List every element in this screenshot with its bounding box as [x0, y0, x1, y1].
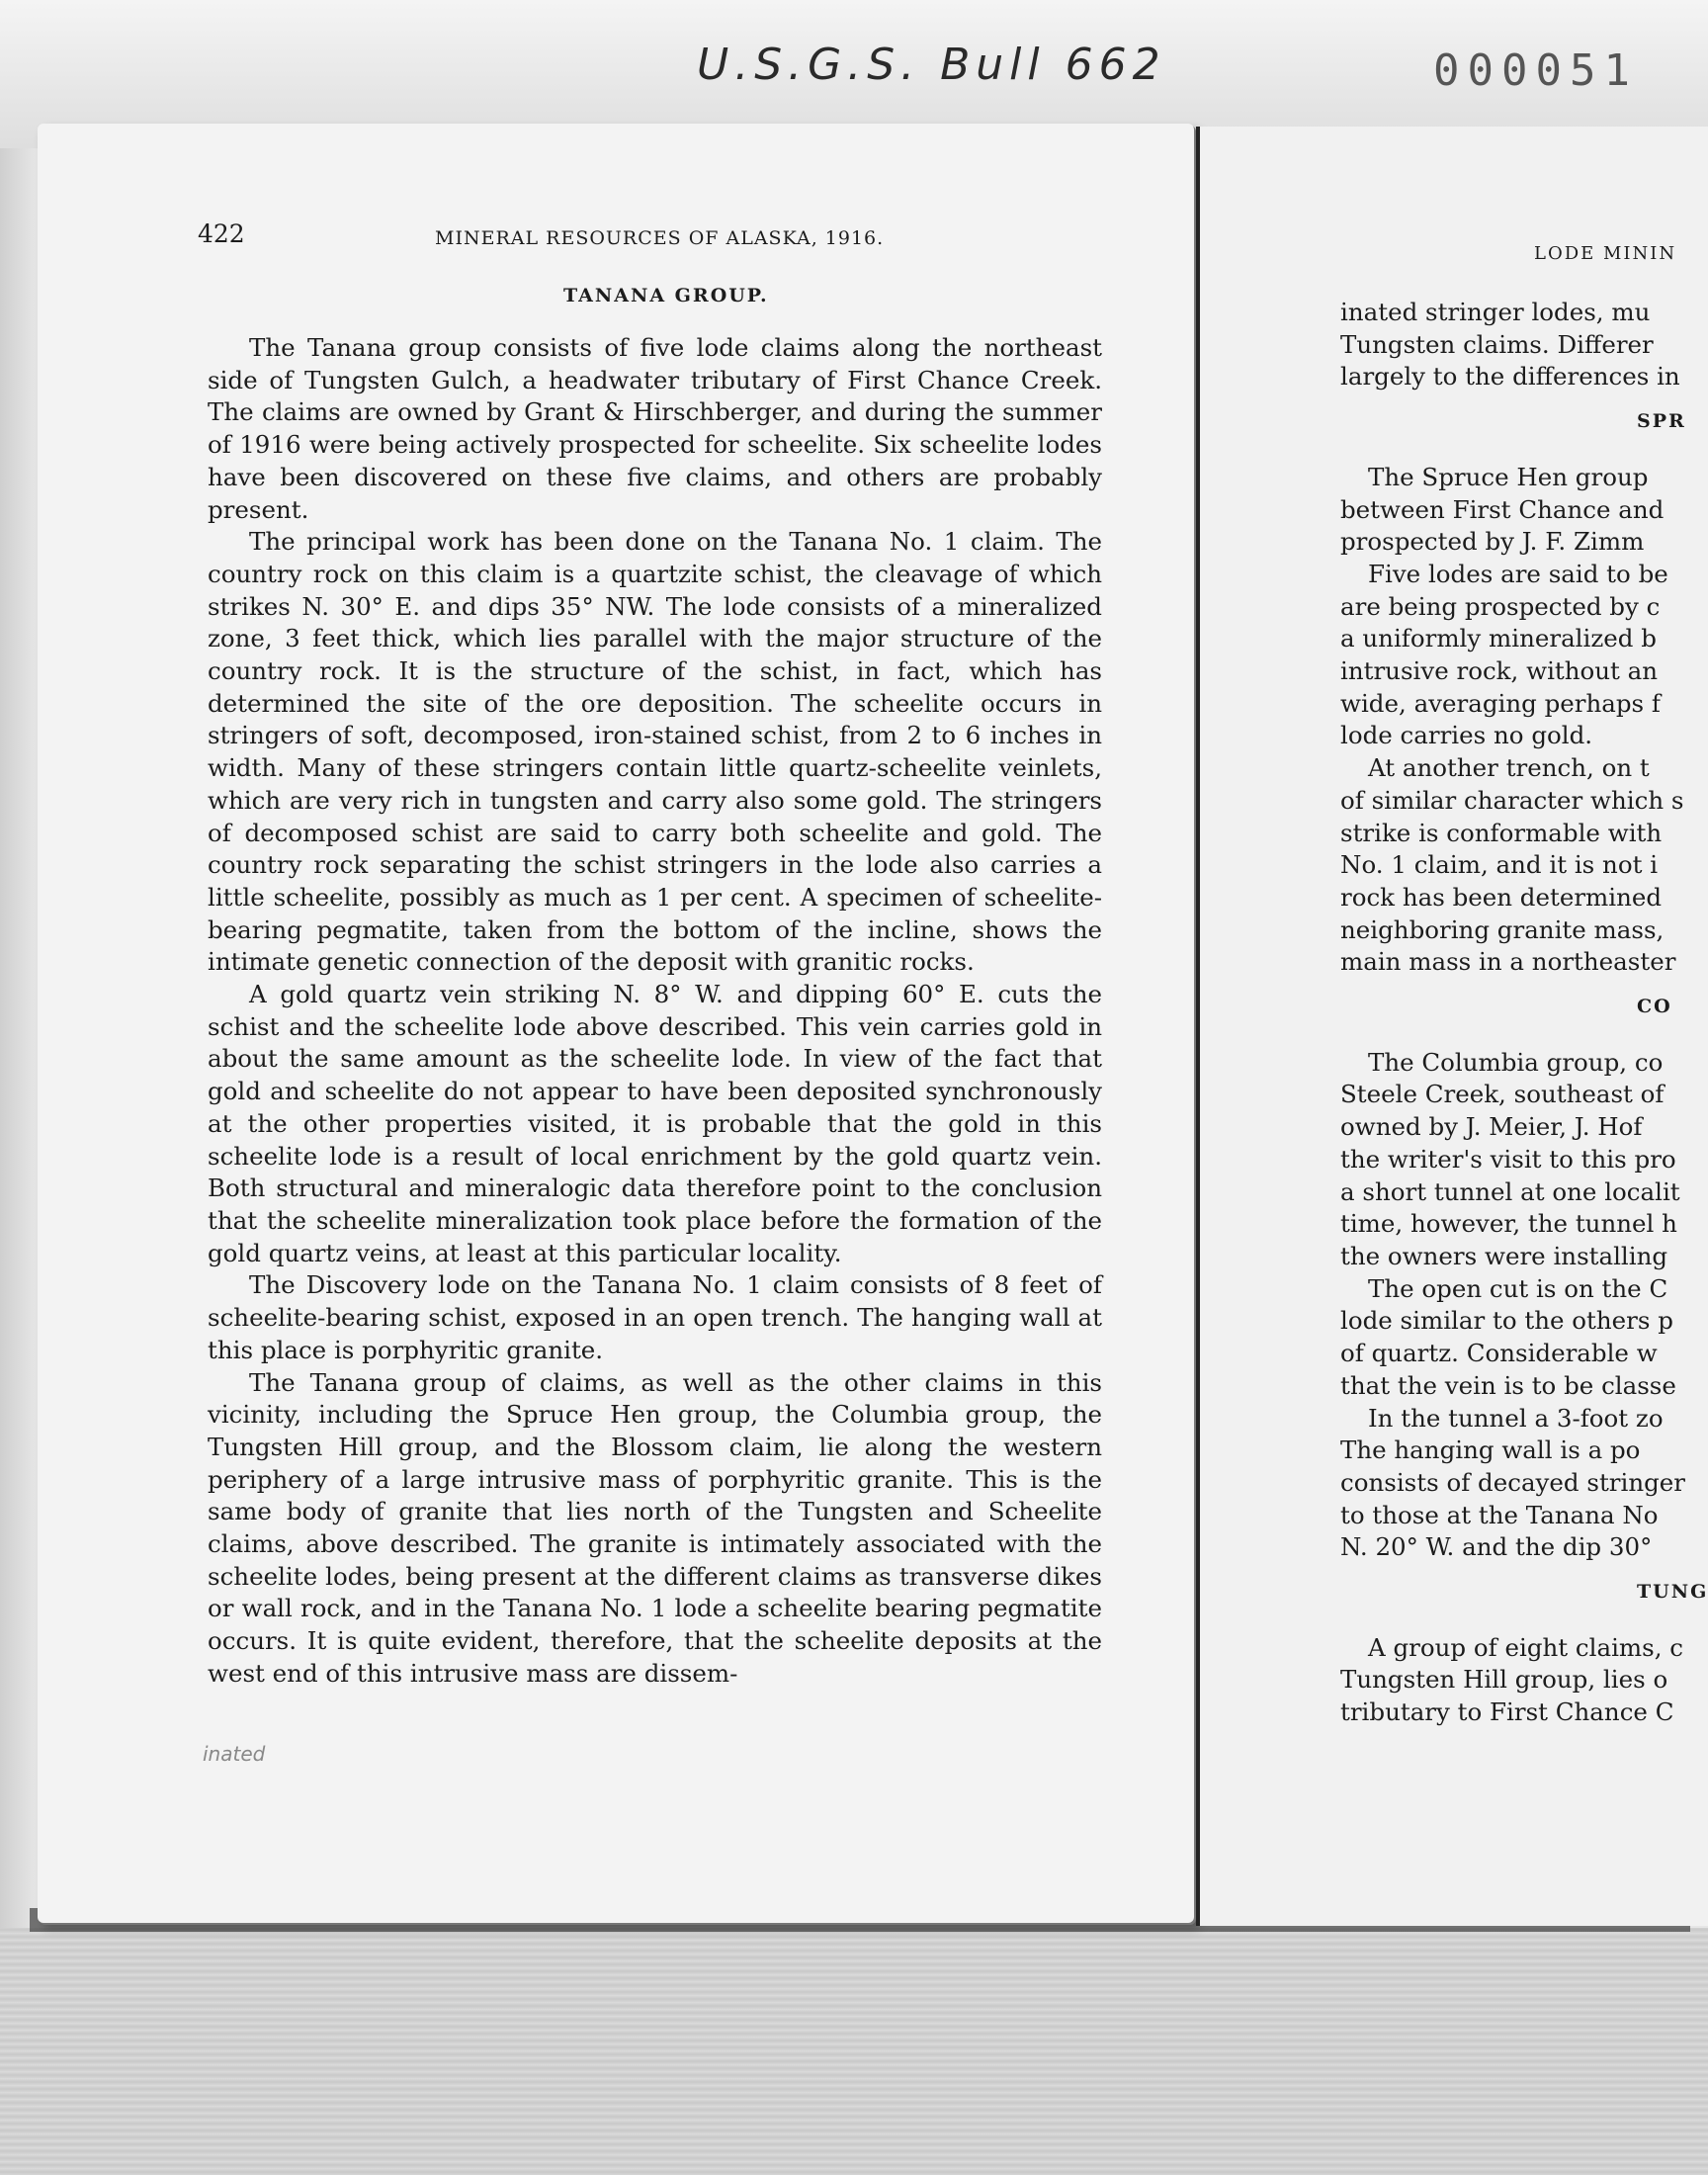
right-text-line: of similar character which s [1340, 785, 1684, 815]
right-section-heading: TUNG [1637, 1581, 1708, 1604]
right-text-line: No. 1 claim, and it is not i [1340, 850, 1659, 880]
right-text-line: rock has been determined [1340, 882, 1663, 912]
right-text-line: are being prospected by c [1340, 591, 1661, 621]
right-text-line: the owners were installing [1340, 1241, 1668, 1270]
scan-background-bottom [0, 1928, 1708, 2175]
right-text-line: a short tunnel at one localit [1340, 1176, 1680, 1206]
right-text-line: that the vein is to be classe [1340, 1370, 1676, 1400]
right-running-head: LODE MININ [1534, 243, 1677, 264]
right-text-line: The hanging wall is a po [1340, 1436, 1641, 1465]
right-text-line: between First Chance and [1340, 494, 1665, 524]
paragraph: The Tanana group of claims, as well as the other claims in this vicinity, including the Spruce Hen group, the Columbia group, the Tungsten Hill group, and the Blossom claim, lie along the western periphery of a large intrusive mass of porphyritic granite. This is the same body of granite that lies north of the Tungsten and Scheelite claims, above described. The granite is intimately associated with the scheelite lodes, being present at the different claims as transverse dikes or wall rock, and in the Tanana No. 1 lode a scheelite bearing pegmatite occurs. It is quite evident, therefore, that the scheelite deposits at the west end of this intrusive mass are dissem- [208, 1367, 1102, 1688]
paragraph: The principal work has been done on the Tanana No. 1 claim. The country rock on this claim is a quartzite schist, the cleavage of which strikes N. 30° E. and dips 35° NW. The lode consists of a mineralized zone, 3 feet thick, which lies parallel with the major structure of the country rock. It is the structure of the schist, in fact, which has determined the site of the ore deposition. The scheelite occurs in stringers of soft, decomposed, iron-stained schist, from 2 to 6 inches in width. Many of these stringers contain little quartz-scheelite veinlets, which are very rich in tungsten and carry also some gold. The stringers of decomposed schist are said to carry both scheelite and gold. The country rock separating the schist stringers in the lode also carries a little scheelite, possibly as much as 1 per cent. A specimen of scheelite-bearing pegmatite, taken from the bottom of the incline, shows the intimate genetic connection of the deposit with granitic rocks. [208, 527, 1102, 977]
right-text-line: to those at the Tanana No [1340, 1500, 1659, 1529]
right-text-line: a uniformly mineralized b [1340, 624, 1657, 653]
handwritten-annotation: U.S.G.S. Bull 662 [697, 40, 1166, 90]
right-text-line: neighboring granite mass, [1340, 914, 1665, 944]
right-section-heading: CO [1637, 996, 1672, 1018]
right-text-line: lode carries no gold. [1340, 721, 1593, 750]
right-text-line: time, however, the tunnel h [1340, 1209, 1677, 1239]
right-text-line: main mass in a northeaster [1340, 947, 1676, 977]
right-text-line: prospected by J. F. Zimm [1340, 527, 1645, 557]
section-heading: TANANA GROUP. [563, 285, 769, 306]
right-text-line: lode similar to the others p [1340, 1306, 1673, 1336]
right-text-line: wide, averaging perhaps f [1340, 688, 1661, 718]
right-text-line: Tungsten Hill group, lies o [1340, 1665, 1668, 1695]
right-text-line: inated stringer lodes, mu [1340, 298, 1651, 326]
right-text-line: consists of decayed stringer [1340, 1467, 1686, 1497]
right-text-line: the writer's visit to this pro [1340, 1144, 1676, 1174]
paragraph: The Discovery lode on the Tanana No. 1 claim consists of 8 feet of scheelite-bearing schist, exposed in an open trench. The hanging wall at this place is porphyritic granite. [208, 1270, 1102, 1364]
right-text-line: tributary to First Chance C [1340, 1697, 1674, 1727]
running-head: MINERAL RESOURCES OF ALASKA, 1916. [435, 227, 885, 249]
right-text-line: The Spruce Hen group [1368, 462, 1649, 491]
right-text-line: Steele Creek, southeast of [1340, 1080, 1665, 1109]
paragraph: A gold quartz vein striking N. 8° W. and dipping 60° E. cuts the schist and the scheelite lode above described. This vein carries gold in about the same amount as the scheelite lode. In view of the fact that gold and scheelite do not appear to have been deposited synchronously at the other properties visited, it is probable that the gold in this scheelite lode is a result of local enrichment by the gold quartz vein. Both structural and mineralogic data therefore point to the conclusion that the scheelite mineralization took place before the formation of the gold quartz veins, at least at this particular locality. [208, 980, 1102, 1267]
right-text-line: of quartz. Considerable w [1340, 1339, 1658, 1368]
right-text-line: Five lodes are said to be [1368, 559, 1668, 588]
right-text-line: The Columbia group, co [1368, 1047, 1664, 1077]
right-text-line: At another trench, on t [1368, 753, 1650, 783]
right-text-line: N. 20° W. and the dip 30° [1340, 1532, 1653, 1562]
right-text-line: In the tunnel a 3-foot zo [1368, 1403, 1664, 1433]
right-text-line: A group of eight claims, c [1368, 1632, 1684, 1662]
right-section-heading: SPR [1637, 410, 1686, 433]
body-text [208, 332, 1102, 1691]
paragraph: The Tanana group consists of five lode claims along the northeast side of Tungsten Gulch, a headwater tributary of First Chance Creek. The claims are owned by Grant & Hirschberger, and during the summer of 1916 were being actively prospected for scheelite. Six scheelite lodes have been discovered on these five claims, and others are probably present. [208, 333, 1102, 524]
right-text-line: owned by J. Meier, J. Hof [1340, 1112, 1643, 1142]
margin-note: inated [203, 1742, 266, 1766]
right-text-line: The open cut is on the C [1368, 1273, 1668, 1303]
stamp-number: 000051 [1433, 45, 1638, 96]
right-text-line: strike is conformable with [1340, 818, 1663, 847]
page-number: 422 [198, 219, 245, 248]
scan-background-left [0, 148, 40, 1928]
right-text-line: largely to the differences in [1340, 362, 1680, 392]
right-text-line: Tungsten claims. Differer [1340, 329, 1654, 359]
right-page-column [1340, 297, 1708, 1729]
right-text-line: intrusive rock, without an [1340, 656, 1659, 686]
